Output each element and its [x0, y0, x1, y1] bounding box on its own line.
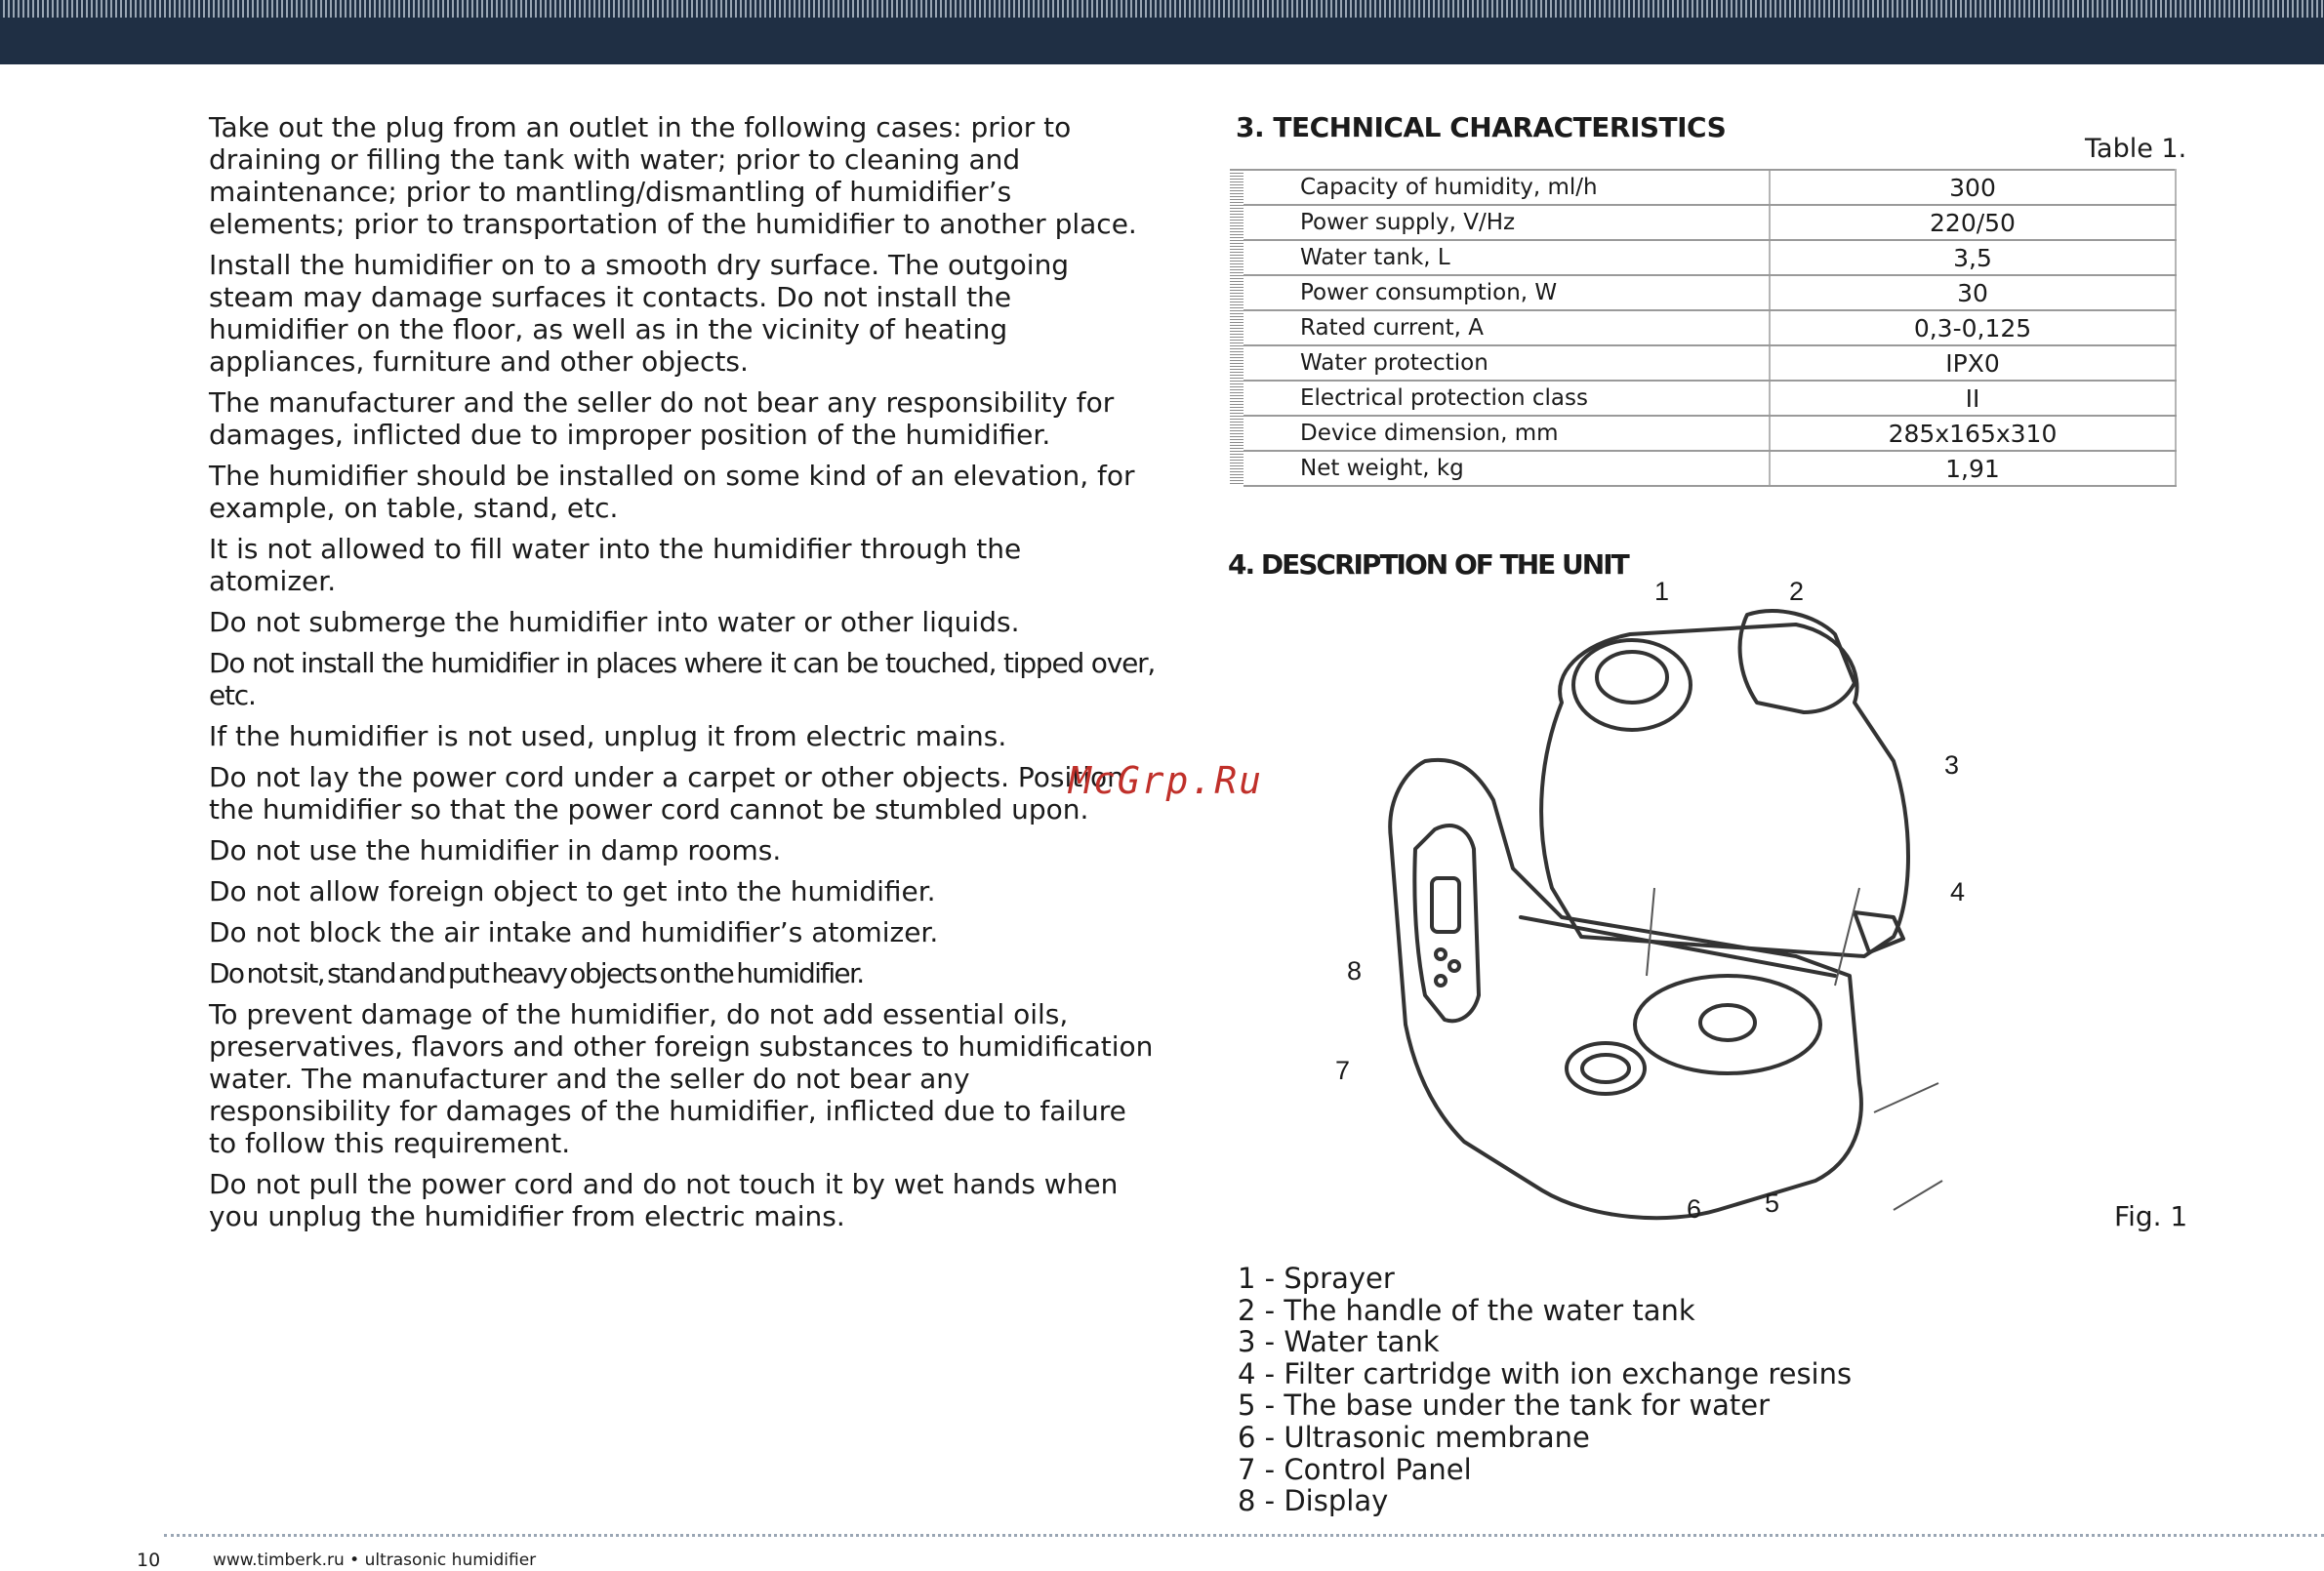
- spec-label: Power supply, V/Hz: [1244, 205, 1770, 240]
- table-row: [1230, 205, 2176, 240]
- tank-base: [1635, 976, 1820, 1073]
- spec-label: Water tank, L: [1244, 240, 1770, 275]
- instruction-paragraph: It is not allowed to fill water into the humidifier through the atomizer.: [209, 533, 1022, 597]
- callout-7: 7: [1335, 1056, 1351, 1085]
- instruction-paragraph: Do not install the humidifier in places where it can be touched, tipped over, etc.: [209, 647, 1156, 711]
- sprayer-inner: [1597, 652, 1667, 703]
- table-row: [1230, 240, 2176, 275]
- row-hatch: [1230, 416, 1244, 451]
- display-window: [1432, 878, 1459, 932]
- watermark: McGrp.Ru: [1069, 759, 1264, 802]
- leader-line-3: [1874, 1083, 1938, 1112]
- callout-5: 5: [1765, 1188, 1780, 1218]
- panel-button: [1449, 961, 1459, 971]
- panel-button: [1436, 976, 1446, 986]
- row-hatch: [1230, 205, 1244, 240]
- legend-item: 6 - Ultrasonic membrane: [1238, 1420, 1590, 1454]
- callout-2: 2: [1789, 577, 1805, 606]
- spec-label: Water protection: [1244, 345, 1770, 381]
- legend-item: 8 - Display: [1238, 1484, 1389, 1518]
- safety-instructions: [209, 111, 1156, 1241]
- membrane-inner: [1582, 1055, 1629, 1082]
- instruction-paragraph: Do not sit, stand and put heavy objects on the humidifier.: [209, 957, 864, 989]
- ultrasonic-membrane: [1567, 1043, 1645, 1094]
- callout-3: 3: [1944, 750, 1960, 780]
- spec-value: 285x165x310: [1770, 416, 2176, 451]
- callout-1: 1: [1654, 577, 1670, 606]
- legend-item: 3 - Water tank: [1238, 1325, 1440, 1359]
- leader-line-4: [1894, 1181, 1942, 1210]
- spec-value: IPX0: [1770, 345, 2176, 381]
- instruction-paragraph: Take out the plug from an outlet in the following cases: prior to draining or filling the tank with water; prior to cleaning and maintenance; prior to mantling/dismantling of humidifier’s elements; prior to transportation of the humidifier to another place.: [209, 111, 1137, 240]
- spec-value: 1,91: [1770, 451, 2176, 486]
- humidifier-figure: [1269, 566, 1972, 1269]
- panel-button: [1436, 949, 1446, 959]
- spec-label: Power consumption, W: [1244, 275, 1770, 310]
- row-hatch: [1230, 345, 1244, 381]
- row-hatch: [1230, 451, 1244, 486]
- page-number: 10: [137, 1550, 161, 1571]
- legend-item: 4 - Filter cartridge with ion exchange resins: [1238, 1356, 1853, 1390]
- instruction-paragraph: The manufacturer and the seller do not bear any responsibility for damages, inflicted due to improper position of the humidifier.: [209, 386, 1115, 451]
- table-row: [1230, 310, 2176, 345]
- table-row: [1230, 275, 2176, 310]
- legend-item: 1 - Sprayer: [1238, 1262, 1395, 1295]
- spec-label: Device dimension, mm: [1244, 416, 1770, 451]
- spec-value: 300: [1770, 170, 2176, 205]
- spec-label: Electrical protection class: [1244, 381, 1770, 416]
- header-stripes: [0, 0, 2324, 18]
- instruction-paragraph: Do not use the humidifier in damp rooms.: [209, 834, 782, 866]
- spec-value: II: [1770, 381, 2176, 416]
- legend-item: 7 - Control Panel: [1238, 1452, 1472, 1486]
- legend-item: 5 - The base under the tank for water: [1238, 1389, 1771, 1423]
- row-hatch: [1230, 240, 1244, 275]
- spec-label: Rated current, A: [1244, 310, 1770, 345]
- figure-label: Fig. 1: [2114, 1200, 2188, 1232]
- instruction-paragraph: Do not pull the power cord and do not touch it by wet hands when you unplug the humidifier from electric mains.: [209, 1168, 1119, 1232]
- row-hatch: [1230, 275, 1244, 310]
- footer-divider: [164, 1534, 2324, 1537]
- instruction-paragraph: Do not allow foreign object to get into the humidifier.: [209, 875, 936, 907]
- row-hatch: [1230, 381, 1244, 416]
- footer-text: www.timberk.ru • ultrasonic humidifier: [213, 1551, 537, 1570]
- row-hatch: [1230, 170, 1244, 205]
- table-row: [1230, 451, 2176, 486]
- spec-label: Capacity of humidity, ml/h: [1244, 170, 1770, 205]
- callout-4: 4: [1950, 877, 1966, 906]
- table-row: [1230, 381, 2176, 416]
- description-section-title: 4. DESCRIPTION OF THE UNIT: [1228, 548, 1628, 581]
- spec-table: [1230, 169, 2177, 487]
- spec-value: 3,5: [1770, 240, 2176, 275]
- parts-legend: [1238, 1263, 1852, 1517]
- table-row: [1230, 345, 2176, 381]
- instruction-paragraph: The humidifier should be installed on some kind of an elevation, for example, on table, stand, etc.: [209, 460, 1135, 524]
- control-panel-outline: [1414, 826, 1479, 1021]
- top-header-bar: [0, 0, 2324, 64]
- spec-value: 0,3-0,125: [1770, 310, 2176, 345]
- instruction-paragraph: To prevent damage of the humidifier, do not add essential oils, preservatives, flavors and other foreign substances to humidification water. The manufacturer and the seller do not bear any responsibility for damages of the humidifier, inflicted due to failure to follow this requirement.: [209, 998, 1154, 1159]
- tech-section-title: 3. TECHNICAL CHARACTERISTICS: [1236, 111, 1727, 143]
- table-row: [1230, 170, 2176, 205]
- spec-label: Net weight, kg: [1244, 451, 1770, 486]
- base-edge: [1521, 917, 1835, 976]
- table-caption: Table 1.: [2085, 134, 2187, 164]
- instruction-paragraph: If the humidifier is not used, unplug it from electric mains.: [209, 720, 1007, 752]
- spec-value: 30: [1770, 275, 2176, 310]
- spec-value: 220/50: [1770, 205, 2176, 240]
- callout-8: 8: [1347, 956, 1363, 986]
- base-valve: [1700, 1005, 1755, 1040]
- instruction-paragraph: Do not lay the power cord under a carpet or other objects. Position the humidifier so that the power cord cannot be stumbled upon.: [209, 761, 1124, 826]
- row-hatch: [1230, 310, 1244, 345]
- callout-6: 6: [1687, 1194, 1702, 1224]
- instruction-paragraph: Install the humidifier on to a smooth dry surface. The outgoing steam may damage surfaces it contacts. Do not install the humidifier on the floor, as well as in the vicinity of heating appliances, furniture and other objects.: [209, 249, 1070, 378]
- legend-item: 2 - The handle of the water tank: [1238, 1293, 1695, 1327]
- instruction-paragraph: Do not submerge the humidifier into water or other liquids.: [209, 606, 1020, 638]
- leader-line-2: [1835, 888, 1859, 986]
- table-row: [1230, 416, 2176, 451]
- instruction-paragraph: Do not block the air intake and humidifier’s atomizer.: [209, 916, 939, 948]
